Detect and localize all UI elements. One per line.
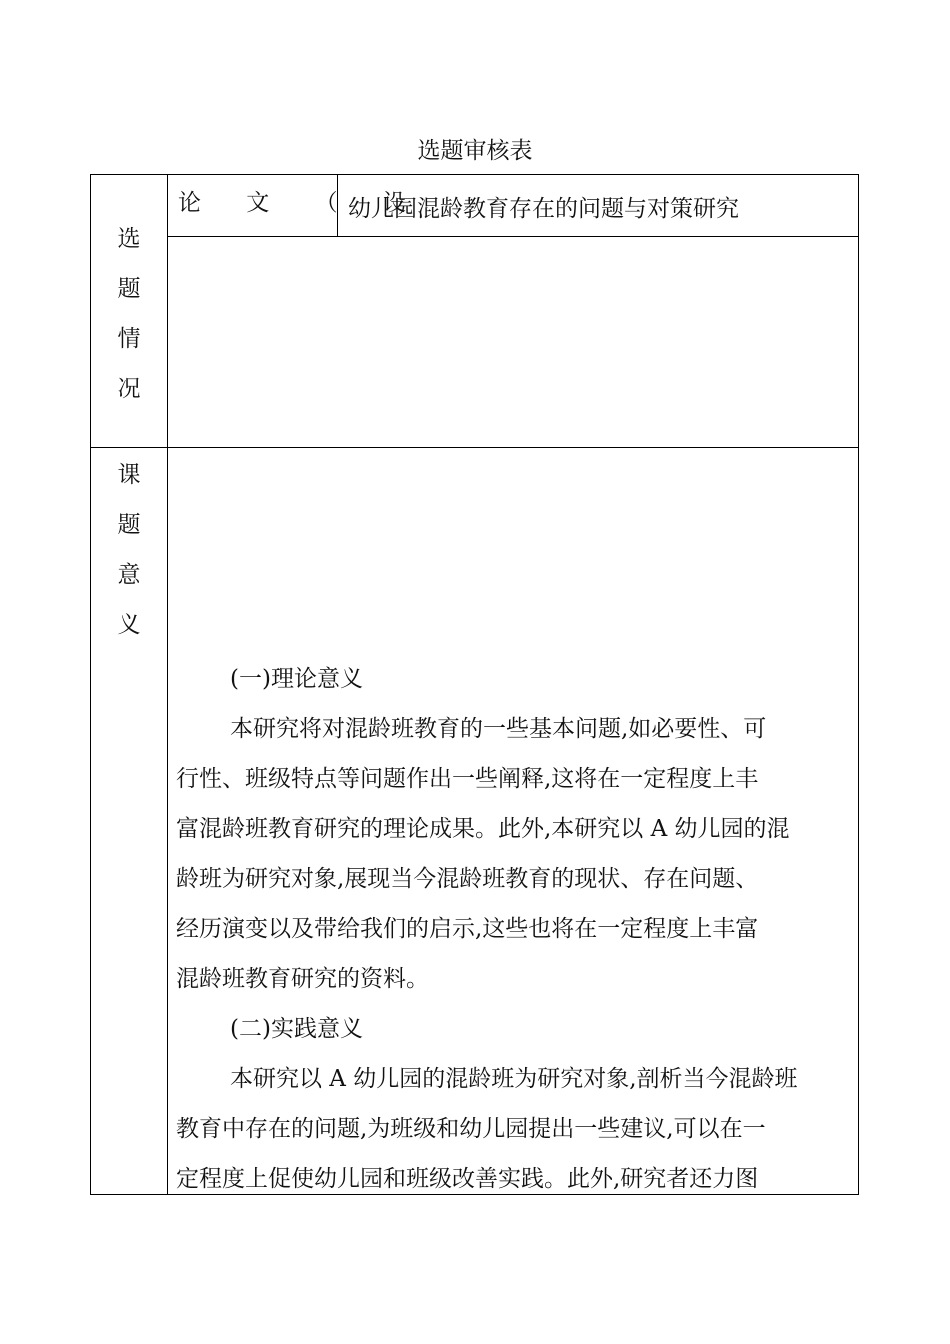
paragraph-line: 龄班为研究对象,展现当今混龄班教育的现状、存在问题、 [176,866,759,892]
label-char: 选 [117,226,141,252]
subheading-practical: (二)实践意义 [230,1016,363,1042]
label-char: 情 [117,326,141,352]
subheading-theoretical: (一)理论意义 [230,666,363,692]
section-label-topic-situation [91,214,167,414]
significance-body [176,654,852,1204]
label-char: 意 [117,562,141,588]
paragraph-line: 本研究将对混龄班教育的一些基本问题,如必要性、可 [230,716,767,742]
paragraph-line: 定程度上促使幼儿园和班级改善实践。此外,研究者还力图 [176,1166,759,1192]
paragraph-line: 富混龄班教育研究的理论成果。此外,本研究以 A 幼儿园的混 [176,816,790,842]
thesis-title-value: 幼儿园混龄教育存在的问题与对策研究 [348,196,739,222]
title-row-bottom-border [167,236,859,237]
column-divider [167,174,168,1195]
label-char: 义 [117,612,141,638]
label-char: 况 [117,376,141,402]
form-title: 选题审核表 [417,138,533,164]
thesis-title-label: 论 文 （ 设 [178,190,425,216]
section-label-topic-significance [91,450,167,650]
paragraph-line: 经历演变以及带给我们的启示,这些也将在一定程度上丰富 [176,916,759,942]
paragraph-line: 混龄班教育研究的资料。 [176,966,429,992]
section-divider [90,447,859,448]
label-char: 题 [117,512,141,538]
paragraph-line: 本研究以 A 幼儿园的混龄班为研究对象,剖析当今混龄班 [230,1066,798,1092]
label-char: 课 [117,462,141,488]
paragraph-line: 行性、班级特点等问题作出一些阐释,这将在一定程度上丰 [176,766,759,792]
label-char: 题 [117,276,141,302]
paragraph-line: 教育中存在的问题,为班级和幼儿园提出一些建议,可以在一 [176,1116,766,1142]
